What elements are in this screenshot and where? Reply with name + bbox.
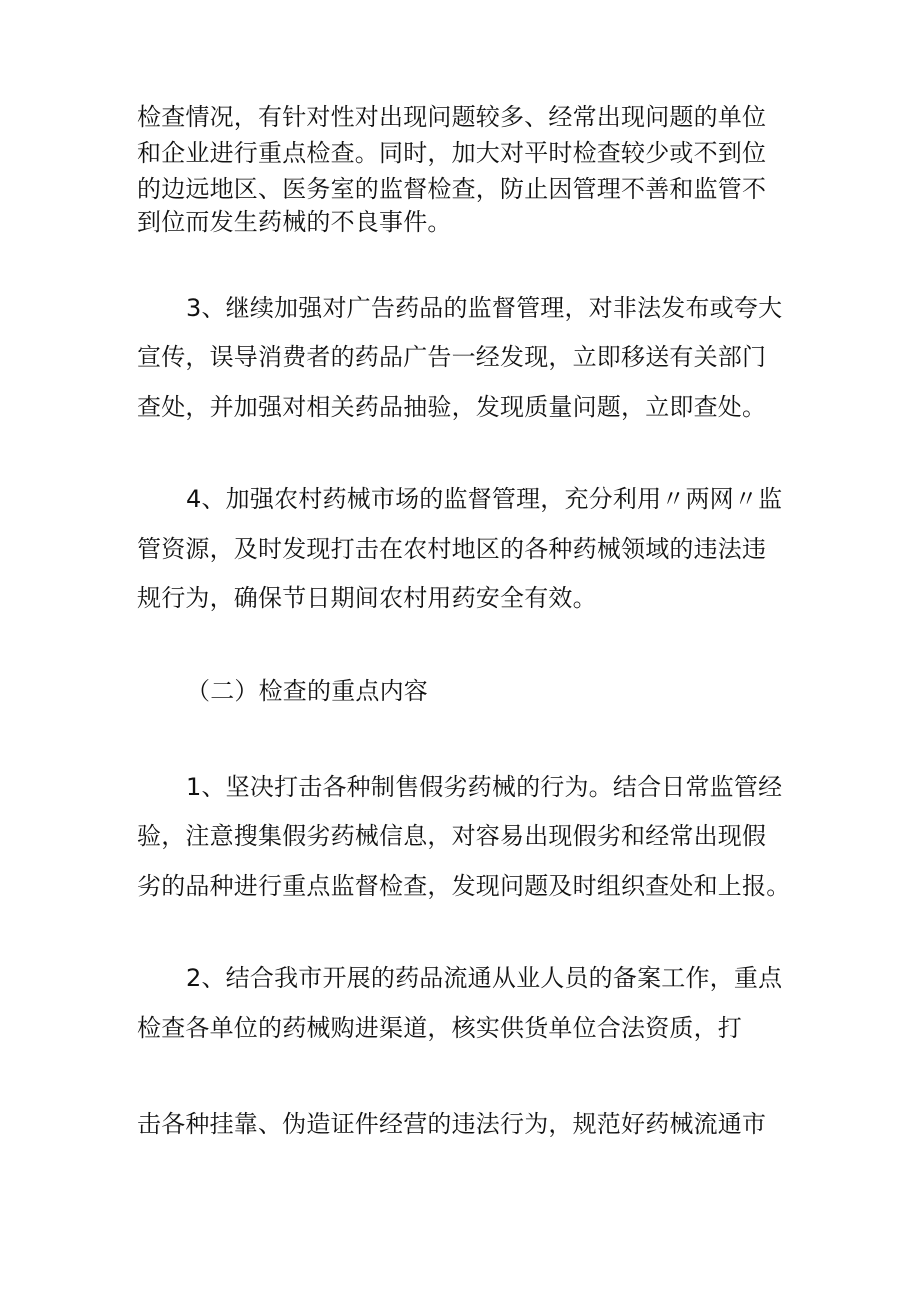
text-line: 宣传，误导消费者的药品广告一经发现，立即移送有关部门 <box>137 343 767 371</box>
text-line: 管资源，及时发现打击在农村地区的各种药械领域的违法违 <box>137 535 767 563</box>
text-line: 3、继续加强对广告药品的监督管理，对非法发布或夸大 <box>186 294 783 322</box>
text-line: 4、加强农村药械市场的监督管理，充分利用〃两网〃监 <box>186 485 783 513</box>
text-line: 劣的品种进行重点监督检查，发现问题及时组织查处和上报。 <box>137 872 791 900</box>
text-line: 规行为，确保节日期间农村用药安全有效。 <box>137 584 597 612</box>
text-line: 到位而发生药械的不良事件。 <box>137 208 452 236</box>
text-line: 1、坚决打击各种制售假劣药械的行为。结合日常监管经 <box>186 773 783 801</box>
text-line: 的边远地区、医务室的监督检查，防止因管理不善和监管不 <box>137 175 767 203</box>
text-line: 击各种挂靠、伪造证件经营的违法行为，规范好药械流通市 <box>137 1110 767 1138</box>
text-line: 2、结合我市开展的药品流通从业人员的备案工作，重点 <box>186 964 783 992</box>
text-line: 验，注意搜集假劣药械信息，对容易出现假劣和经常出现假 <box>137 822 767 850</box>
text-line: 查处，并加强对相关药品抽验，发现质量问题，立即查处。 <box>137 393 767 421</box>
text-line: 和企业进行重点检查。同时，加大对平时检查较少或不到位 <box>137 139 767 167</box>
text-line: 检查各单位的药械购进渠道，核实供货单位合法资质，打 <box>137 1014 742 1042</box>
section-heading-text: （二）检查的重点内容 <box>186 677 428 705</box>
text-line: 检查情况，有针对性对出现问题较多、经常出现问题的单位 <box>137 103 767 131</box>
